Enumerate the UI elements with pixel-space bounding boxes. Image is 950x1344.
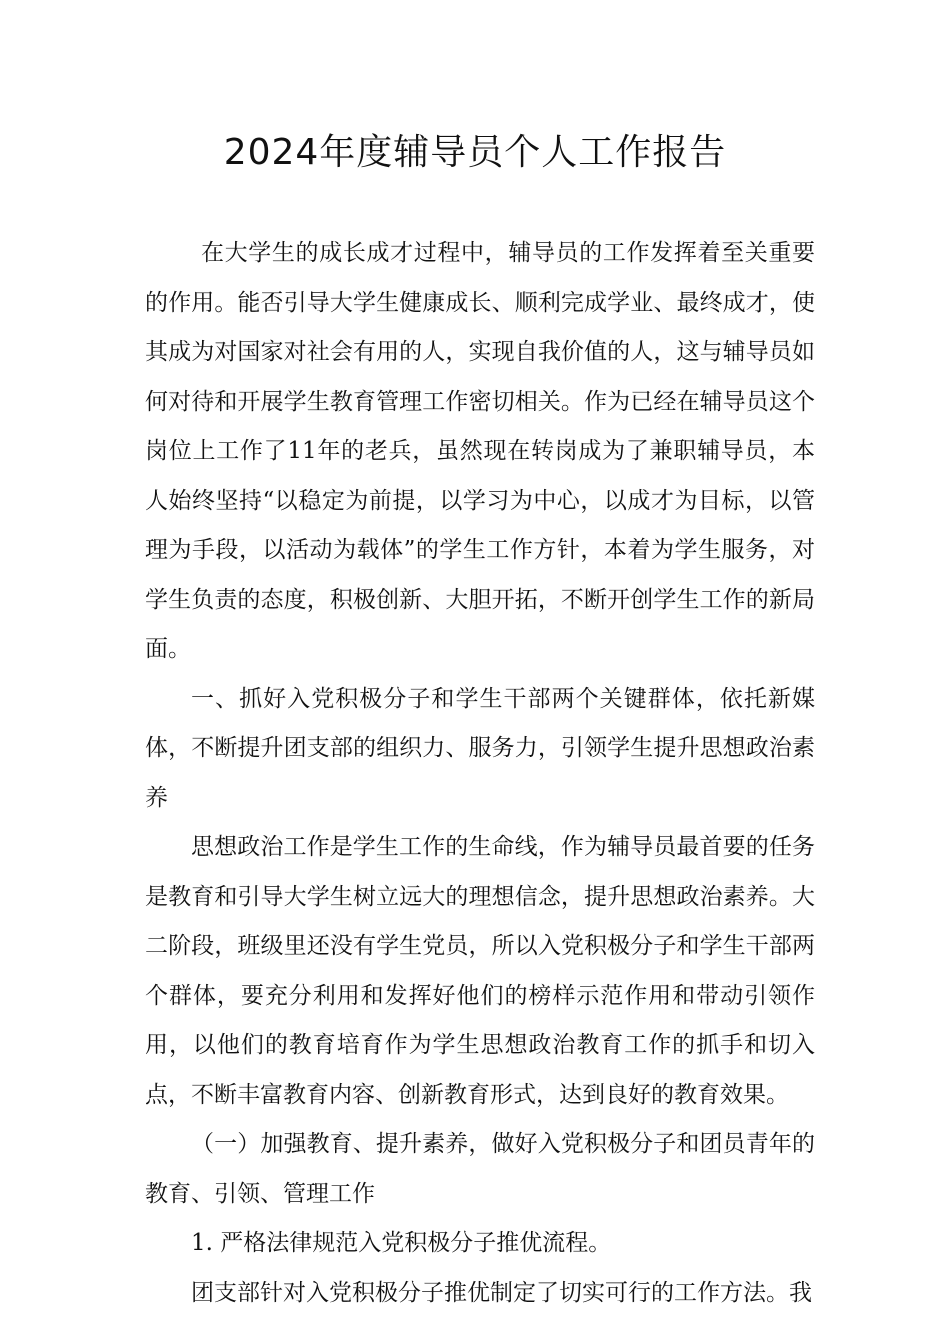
subsection-heading-1: （一）加强教育、提升素养，做好入党积极分子和团员青年的教育、引领、管理工作 [145, 1131, 815, 1207]
paragraph-intro: 在大学生的成长成才过程中，辅导员的工作发挥着至关重要的作用。能否引导大学生健康成长、顺利完成学业、最终成才，使其成为对国家对社会有用的人，实现自我价值的人，这与辅导员如何对待和开展学生教育管理工作密切相关。作为已经在辅导员这个岗位上工作了11年的老兵，虽然现在转岗成为了兼职辅导员，本人始终坚持“以稳定为前提，以学习为中心，以成才为目标，以管理为手段，以活动为载体”的学生工作方针，本着为学生服务，对学生负责的态度，积极创新、大胆开拓，不断开创学生工作的新局面。 [145, 240, 815, 662]
paragraph-section-1: 思想政治工作是学生工作的生命线，作为辅导员最首要的任务是教育和引导大学生树立远大的理想信念，提升思想政治素养。大二阶段，班级里还没有学生党员，所以入党积极分子和学生干部两个群体，要充分利用和发挥好他们的榜样示范作用和带动引领作用，以他们的教育培育作为学生思想政治教育工作的抓手和切入点，不断丰富教育内容、创新教育形式，达到良好的教育效果。 [145, 834, 815, 1108]
document-title: 2024年度辅导员个人工作报告 [223, 132, 727, 173]
item-heading-1: 1. 严格法律规范入党积极分子推优流程。 [191, 1230, 612, 1256]
paragraph-item-1: 团支部针对入党积极分子推优制定了切实可行的工作方法。我 [191, 1279, 812, 1306]
document-body [145, 229, 815, 1318]
section-heading-1: 一、抓好入党积极分子和学生干部两个关键群体，依托新媒体，不断提升团支部的组织力、服务力，引领学生提升思想政治素养 [145, 685, 815, 811]
